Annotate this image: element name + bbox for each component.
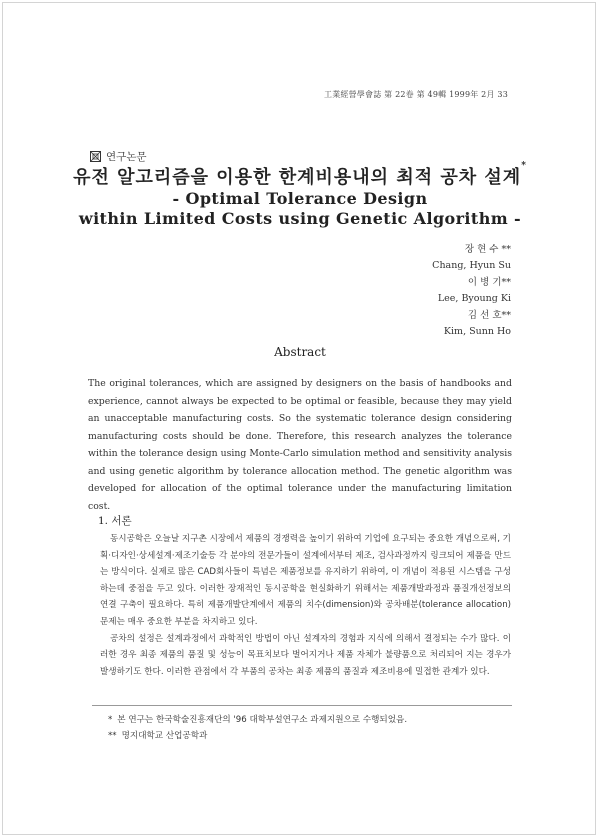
author-1-korean: 장 현 수 **	[464, 244, 511, 255]
section-1-heading: 1. 서론	[98, 515, 132, 527]
footnote-divider	[92, 705, 512, 706]
footnote-mark: *	[108, 715, 113, 725]
footnotes	[108, 712, 407, 744]
title-footnote-mark: *	[521, 161, 527, 171]
paragraph: 동시공학은 오늘날 지구촌 시장에서 제품의 경쟁력을 높이기 위하여 기업에 요구되는 중요한 개념으로써, 기획·디자인·상세설계·제조기술등 각 분야의 전문가들이 설계에서부터 제조, 검사과정까지 링크되어 제품을 만드는 방식이다. 실제로 많은 CAD회사들이 특념은 제품정보를 유지하기 위하여, 이 개념이 적용된 시스템을 구성하는데 중점을 두고 있다. 이러한 장재적인 동시공학을 현실화하기 위해서는 제품개발과정과 품질개선정보의 연결 구축이 필요하다. 특히 제품개발단계에서 제품의 치수(dimension)와 공차배분(tolerance allocation) 문제는 매우 중요한 부분을 차지하고 있다.	[100, 534, 511, 627]
author-3-english: Kim, Sunn Ho	[443, 326, 511, 338]
footnote-1	[108, 712, 407, 728]
title-english-line2: within Limited Costs using Genetic Algorithm -	[78, 209, 522, 228]
footnote-mark: **	[108, 731, 117, 741]
author-block	[432, 242, 511, 340]
section-1-body	[100, 531, 511, 680]
footnote-text: 명지대학교 산업공학과	[121, 731, 208, 741]
title-korean-text: 유전 알고리즘을 이용한 한계비용내의 최적 공차 설계	[73, 167, 522, 188]
author-3-korean: 김 선 호**	[467, 309, 511, 321]
section-tag	[90, 149, 147, 164]
abstract-heading: Abstract	[274, 345, 326, 359]
abstract-body: The original tolerances, which are assigned by designers on the basis of handbooks and experience, cannot always be expected to be optimal or feasible, because they may yield an unacceptable manufacturing costs. So the systematic tolerance design considering manufacturing costs should be done. Therefore, this research analyzes the tolerance within the tolerance design using Monte-Carlo simulation method and sensitivity analysis and using genetic algorithm by tolerance allocation method. The genetic algorithm was developed for allocation of the optimal tolerance under the manufacturing limitation cost.	[88, 378, 512, 512]
running-header: 工業經營學會誌 第 22卷 第 49輯 1999年 2月 33	[324, 90, 508, 99]
author-2-english: Lee, Byoung Ki	[437, 293, 511, 305]
title-korean	[0, 163, 600, 189]
hatched-square-icon	[90, 151, 101, 162]
footnote-text: 본 연구는 한국학술진흥재단의 '96 대학부설연구소 과제지원으로 수행되었음.	[117, 715, 408, 725]
paragraph: 공차의 설정은 설계과정에서 과학적인 방법이 아닌 설계자의 경험과 지식에 의해서 결정되는 수가 많다. 이러한 경우 최종 제품의 품질 및 성능이 목표치보다 벌어지거나 제품 자체가 불량품으로 처리되어 지는 경우가 발생하기도 한다. 이러한 관점에서 각 부품의 공차는 최종 제품의 품질과 제조비용에 밀접한 관계가 있다.	[100, 633, 511, 677]
author-1-english: Chang, Hyun Su	[432, 260, 511, 272]
author-2-korean: 이 병 기**	[467, 276, 511, 288]
section-tag-label: 연구논문	[106, 151, 147, 163]
title-english-line1: - Optimal Tolerance Design	[172, 189, 428, 208]
footnote-2	[108, 728, 407, 744]
